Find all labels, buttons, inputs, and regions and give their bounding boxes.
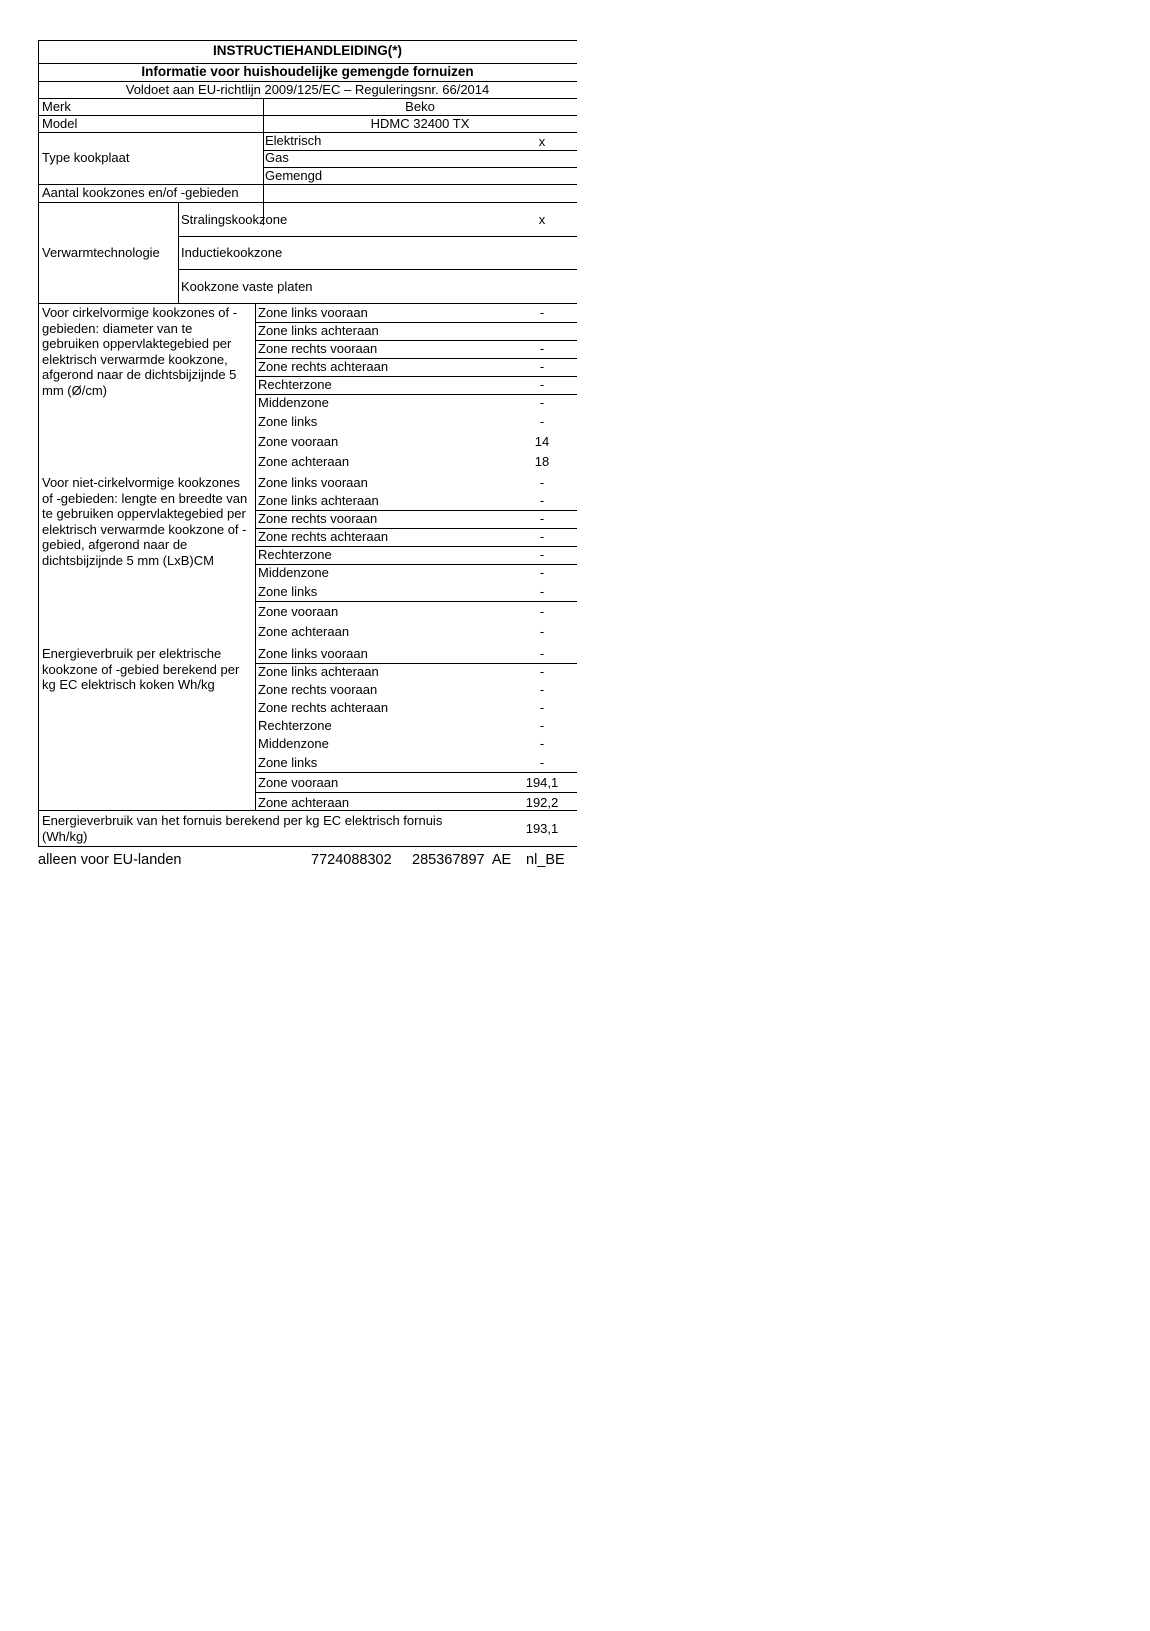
noncircular-zone-name: Zone links bbox=[258, 584, 318, 599]
energy-zone-zone-name: Zone links vooraan bbox=[258, 646, 368, 661]
noncircular-zone-value: - bbox=[539, 529, 545, 544]
heating-option-induction: Inductiekookzone bbox=[181, 245, 283, 260]
model-value: HDMC 32400 TX bbox=[370, 116, 470, 131]
energy-zone-zone-value: - bbox=[539, 718, 545, 733]
heating-label: Verwarmtechnologie bbox=[42, 245, 160, 260]
energy-total-label: Energieverbruik van het fornuis berekend per kg EC elektrisch fornuis (Wh/kg) bbox=[42, 813, 443, 844]
circular-zone-name: Rechterzone bbox=[258, 377, 332, 392]
noncircular-zone-value: - bbox=[539, 493, 545, 508]
sheet-bottom-border bbox=[38, 846, 577, 847]
energy-zone-zone-value: - bbox=[539, 646, 545, 661]
energy-zone-zone-value: - bbox=[539, 736, 545, 751]
circular-zone-value: - bbox=[539, 395, 545, 410]
hob-type-block bbox=[38, 133, 577, 225]
energy-zone-zone-name: Zone achteraan bbox=[258, 795, 350, 810]
footer-code-2: 285367897 AE bbox=[412, 852, 512, 868]
noncircular-zone-name: Zone vooraan bbox=[258, 604, 339, 619]
energy-zone-zone-name: Zone vooraan bbox=[258, 775, 339, 790]
energy-zone-zone-name: Middenzone bbox=[258, 736, 329, 751]
energy-zone-zone-name: Zone rechts achteraan bbox=[258, 700, 389, 715]
circular-zone-name: Zone links achteraan bbox=[258, 323, 379, 338]
circular-zone-name: Middenzone bbox=[258, 395, 329, 410]
noncircular-zone-value: - bbox=[539, 624, 545, 639]
zones-count-label: Aantal kookzones en/of -gebieden bbox=[42, 185, 239, 200]
circular-zone-name: Zone vooraan bbox=[258, 434, 339, 449]
brand-value: Beko bbox=[405, 99, 435, 114]
energy-total-value: 193,1 bbox=[525, 821, 559, 836]
noncircular-zone-name: Zone rechts vooraan bbox=[258, 511, 378, 526]
energy-zone-zone-value: 194,1 bbox=[525, 775, 559, 790]
hob-type-label: Type kookplaat bbox=[42, 150, 130, 165]
zone-row-line bbox=[255, 601, 577, 602]
noncircular-zone-name: Middenzone bbox=[258, 565, 329, 580]
noncircular-zone-name: Zone links achteraan bbox=[258, 493, 379, 508]
zones-divider bbox=[255, 303, 256, 810]
zone-row-line bbox=[255, 792, 577, 793]
footer-locale: nl_BE bbox=[526, 852, 565, 868]
noncircular-zone-value: - bbox=[539, 604, 545, 619]
energy-zone-zone-name: Rechterzone bbox=[258, 718, 332, 733]
circular-zone-name: Zone links bbox=[258, 414, 318, 429]
noncircular-zone-name: Rechterzone bbox=[258, 547, 332, 562]
circular-zone-name: Zone achteraan bbox=[258, 454, 350, 469]
model-label: Model bbox=[42, 116, 78, 131]
hob-option-gas: Gas bbox=[265, 150, 289, 165]
footer-code-1: 7724088302 bbox=[311, 852, 392, 868]
noncircular-zone-value: - bbox=[539, 547, 545, 562]
noncircular-zone-name: Zone links vooraan bbox=[258, 475, 368, 490]
noncircular-zone-value: - bbox=[539, 584, 545, 599]
zones-count-line bbox=[38, 202, 577, 203]
zone-row-line bbox=[255, 772, 577, 773]
heating-option-radiant-mark: x bbox=[538, 212, 546, 227]
energy-zone-zone-value: - bbox=[539, 682, 545, 697]
noncircular-zone-value: - bbox=[539, 565, 545, 580]
energy-zone-zone-name: Zone links bbox=[258, 755, 318, 770]
brand-label: Merk bbox=[42, 99, 71, 114]
heating-bottom-line bbox=[38, 303, 577, 304]
circular-zone-value: - bbox=[539, 377, 545, 392]
noncircular-zone-name: Zone rechts achteraan bbox=[258, 529, 389, 544]
heating-row-line bbox=[178, 236, 577, 237]
hob-option-mixed: Gemengd bbox=[265, 168, 323, 183]
circular-zone-value: 14 bbox=[534, 434, 550, 449]
circular-zone-value: 18 bbox=[534, 454, 550, 469]
model-row bbox=[38, 116, 577, 133]
circular-zone-value: - bbox=[539, 341, 545, 356]
energy-zone-label: Energieverbruik per elektrische kookzone of -gebied berekend per kg EC elektrisch koken Wh/kg bbox=[42, 646, 240, 692]
regulation-text: Voldoet aan EU-richtlijn 2009/125/EC – Reguleringsnr. 66/2014 bbox=[38, 82, 577, 99]
hob-option-electric-mark: x bbox=[538, 134, 546, 149]
heating-row-line bbox=[178, 269, 577, 270]
heating-option-radiant: Stralingskookzone bbox=[181, 212, 288, 227]
hob-divider bbox=[263, 150, 577, 151]
energy-zone-zone-name: Zone rechts vooraan bbox=[258, 682, 378, 697]
noncircular-zone-value: - bbox=[539, 511, 545, 526]
hob-option-electric: Elektrisch bbox=[265, 133, 322, 148]
energy-zone-zone-value: 192,2 bbox=[525, 795, 559, 810]
noncircular-label: Voor niet-cirkelvormige kookzones of -gebieden: lengte en breedte van te gebruiken oppervlaktegebied per elektrisch verwarmde kookzone of -gebied, afgerond naar de dichtsbijzijnde 5 mm (LxB)CM bbox=[42, 475, 248, 568]
energy-zone-zone-name: Zone links achteraan bbox=[258, 664, 379, 679]
circular-zone-value: - bbox=[539, 359, 545, 374]
circular-label: Voor cirkelvormige kookzones of -gebieden: diameter van te gebruiken oppervlaktegebied per elektrisch verwarmde kookzone, afgerond naar de dichtsbijzijnde 5 mm (Ø/cm) bbox=[42, 305, 238, 398]
sheet-subtitle: Informatie voor huishoudelijke gemengde fornuizen bbox=[38, 64, 577, 82]
energy-zone-zone-value: - bbox=[539, 700, 545, 715]
circular-zone-value: - bbox=[539, 305, 545, 320]
sheet-title: INSTRUCTIEHANDLEIDING(*) bbox=[38, 40, 577, 64]
circular-zone-name: Zone rechts achteraan bbox=[258, 359, 389, 374]
heating-option-plates: Kookzone vaste platen bbox=[181, 279, 313, 294]
circular-zone-name: Zone links vooraan bbox=[258, 305, 368, 320]
energy-bottom-line bbox=[38, 810, 577, 811]
heating-divider bbox=[178, 202, 179, 303]
energy-zone-zone-value: - bbox=[539, 755, 545, 770]
circular-zone-value: - bbox=[539, 414, 545, 429]
circular-zone-name: Zone rechts vooraan bbox=[258, 341, 378, 356]
energy-zone-zone-value: - bbox=[539, 664, 545, 679]
noncircular-zone-value: - bbox=[539, 475, 545, 490]
brand-row bbox=[38, 99, 577, 116]
footer-note: alleen voor EU-landen bbox=[38, 852, 182, 868]
noncircular-zone-name: Zone achteraan bbox=[258, 624, 350, 639]
